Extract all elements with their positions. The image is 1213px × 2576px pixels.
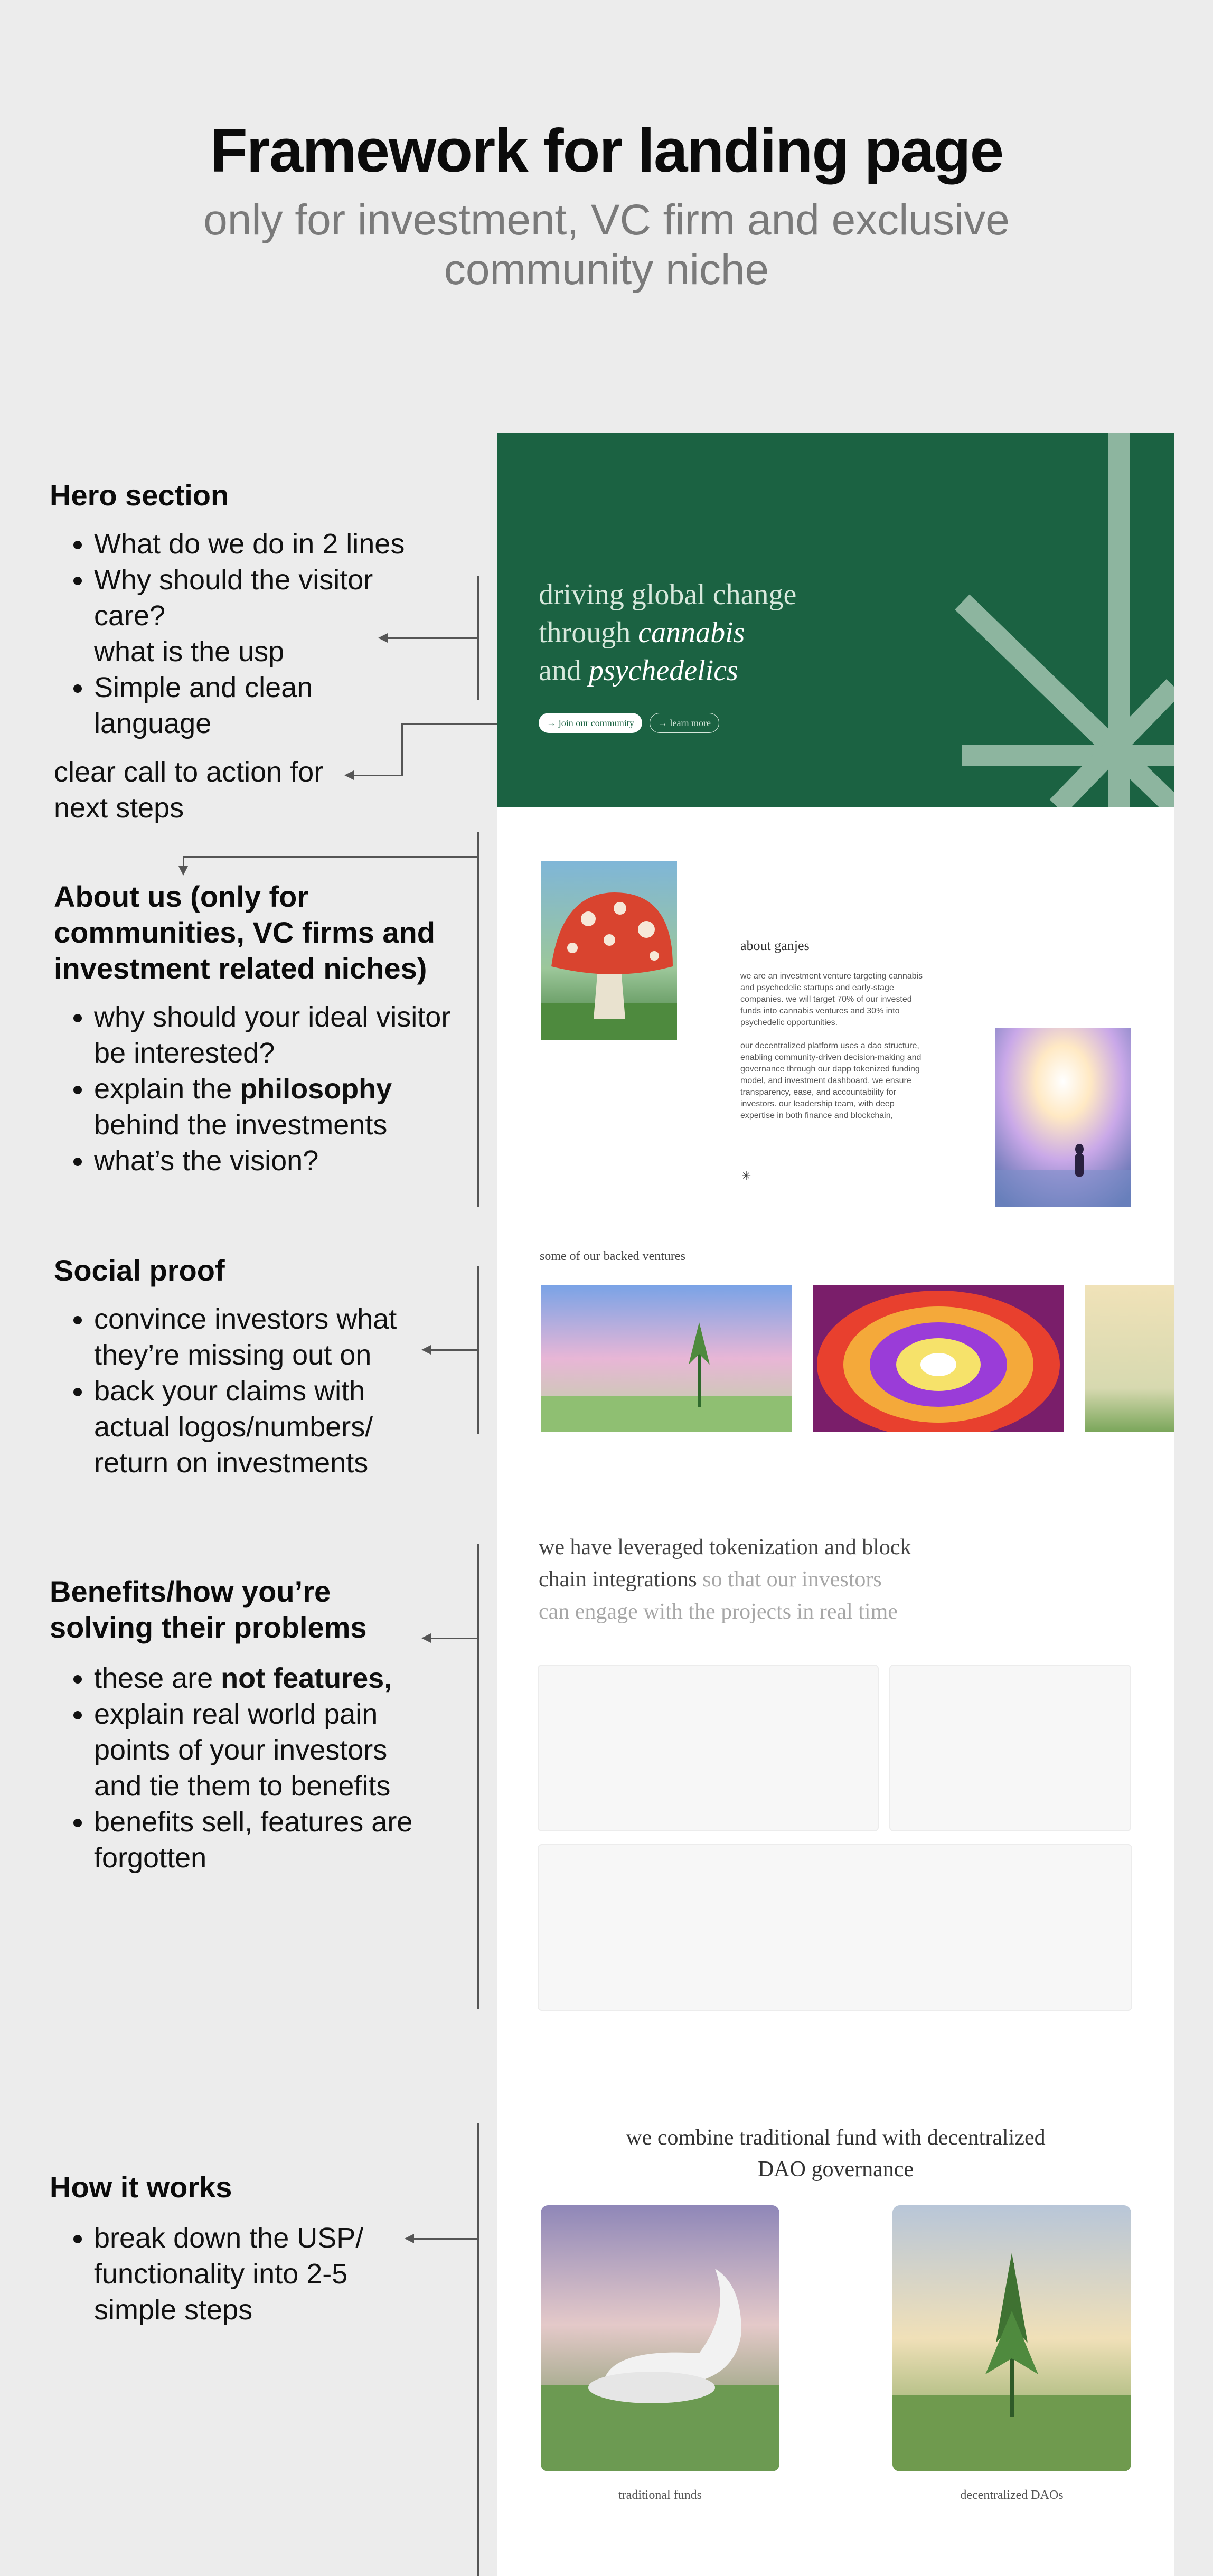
benefits-line: can engage with the projects in real time: [539, 1600, 898, 1624]
list-item-text: Why should the visitor care?: [94, 564, 373, 632]
list-item-subtext: what is the usp: [94, 636, 285, 667]
venture-image-3: [1085, 1285, 1174, 1432]
annotation-benefits: [50, 1574, 430, 1876]
benefits-muted: so that our investors: [697, 1567, 882, 1592]
list-item: • benefits sell, features are forgotten: [94, 1804, 430, 1876]
venture-image-1: [541, 1285, 792, 1432]
list-item: • explain real world pain points of your investors and tie them to benefits: [94, 1696, 430, 1804]
subtitle-line-1: only for investment, VC firm and exclusive: [203, 196, 1010, 244]
traditional-funds-image: [541, 2205, 779, 2471]
how-line: DAO governance: [757, 2157, 914, 2182]
annotation-cta-line-2: next steps: [54, 792, 184, 824]
list-item: • what’s the vision?: [94, 1143, 455, 1179]
list-item: • convince investors what they’re missing out on: [94, 1301, 424, 1373]
hero-line: [539, 614, 796, 652]
connector-benefits: [429, 1638, 477, 1639]
hero-line: [539, 652, 796, 690]
benefit-card-3: [538, 1844, 1132, 2011]
heading-line: About us (only for: [54, 880, 309, 913]
hero-text: through: [539, 616, 638, 649]
annotation-social: [54, 1253, 424, 1481]
heading-line: solving their problems: [50, 1611, 367, 1644]
arrow-left-icon: [378, 633, 388, 643]
bracket-line-how: [477, 2123, 479, 2576]
list-item-bold: not features,: [221, 1662, 392, 1694]
arrow-down-icon: [178, 866, 188, 876]
list-item: • What do we do in 2 lines: [94, 526, 430, 562]
hero-text: and: [539, 654, 589, 687]
how-line: we combine traditional fund with decentralized: [626, 2126, 1046, 2150]
annotation-benefits-list: [50, 1660, 430, 1876]
connector-how: [412, 2238, 477, 2240]
connector-hero: [384, 637, 477, 639]
annotation-hero-heading: Hero section: [50, 478, 229, 512]
list-item: [94, 1660, 430, 1696]
list-item: • break down the USP/ functionality into 2-5 simple steps: [94, 2220, 409, 2328]
heading-line: communities, VC firms and: [54, 916, 435, 949]
annotation-how: [50, 2169, 409, 2328]
hero-emphasis: psychedelics: [588, 654, 738, 687]
annotation-hero-list: [50, 526, 430, 741]
list-item-text: explain the: [94, 1073, 240, 1105]
about-heading: about ganjes: [740, 938, 810, 953]
annotation-benefits-heading: [50, 1574, 430, 1646]
hero-headline: [539, 576, 796, 690]
bracket-line-hero: [477, 576, 479, 700]
bracket-line-about: [477, 832, 479, 1207]
caption-traditional-funds: traditional funds: [618, 2488, 702, 2502]
page-subtitle: [0, 195, 1213, 295]
annotation-how-list: [50, 2220, 409, 2328]
page-title: Framework for landing page: [210, 116, 1003, 185]
annotation-how-heading: How it works: [50, 2170, 232, 2204]
heading-line: Benefits/how you’re: [50, 1575, 331, 1608]
benefits-headline: [539, 1531, 972, 1628]
benefit-card-2: [889, 1665, 1131, 1831]
subtitle-line-2: community niche: [444, 246, 769, 294]
list-item: • back your claims with actual logos/numbers/ return on investments: [94, 1373, 424, 1481]
annotation-hero: [50, 477, 430, 741]
annotation-about-list: [54, 999, 455, 1179]
hero-line: driving global change: [539, 578, 797, 611]
annotation-about-heading: [54, 879, 455, 986]
annotation-cta-line-1: clear call to action for: [54, 756, 324, 788]
list-item-text: these are: [94, 1662, 221, 1694]
bracket-line-benefits: [477, 1544, 479, 2009]
connector-cta-bottom: [353, 775, 403, 776]
list-item-bold: philosophy: [240, 1073, 392, 1105]
benefits-strong: chain integrations: [539, 1567, 697, 1592]
mushroom-image: [541, 861, 677, 1040]
learn-more-button[interactable]: → learn more: [650, 713, 719, 733]
venture-image-2: [813, 1285, 1064, 1432]
list-item: [94, 1071, 455, 1143]
caption-decentralized-daos: decentralized DAOs: [960, 2488, 1064, 2502]
connector-social: [429, 1349, 477, 1351]
list-item-text: behind the investments: [94, 1109, 388, 1141]
heading-line: investment related niches): [54, 952, 427, 985]
ventures-heading: some of our backed ventures: [540, 1249, 685, 1263]
benefit-card-1: [538, 1665, 879, 1831]
how-headline: [497, 2122, 1174, 2185]
benefits-line: [539, 1564, 972, 1596]
bracket-line-social: [477, 1266, 479, 1434]
list-item: • why should your ideal visitor be interested?: [94, 999, 455, 1071]
annotation-about: [54, 879, 455, 1179]
hero-emphasis: cannabis: [638, 616, 745, 649]
about-paragraph-2: our decentralized platform uses a dao structure, enabling community-driven decision-making and governance through our dapp tokenized funding model, and investment dashboard, we ensure transparency, ease, and accountability for investors. our leadership team, with deep expertise in both finance and blockchain,: [740, 1041, 921, 1120]
list-item: • Simple and clean language: [94, 670, 430, 741]
annotation-cta: [54, 754, 381, 826]
arrow-left-icon: [344, 770, 354, 780]
annotation-social-list: [54, 1301, 424, 1481]
connector-cta-vertical: [401, 723, 403, 776]
join-community-button[interactable]: → join our community: [539, 713, 642, 733]
annotation-social-heading: Social proof: [54, 1254, 225, 1287]
asterisk-mark-icon: ✳: [741, 1169, 751, 1182]
decentralized-daos-image: [892, 2205, 1131, 2471]
about-paragraph-1: we are an investment venture targeting cannabis and psychedelic startups and early-stage companies. we will target 70% of our invested funds into cannabis ventures and 30% into psychedelic opportunities.: [740, 972, 923, 1027]
list-item: [94, 562, 430, 670]
light-portal-image: [995, 1028, 1131, 1207]
benefits-line: we have leveraged tokenization and block: [539, 1535, 911, 1559]
connector-about: [183, 856, 478, 858]
